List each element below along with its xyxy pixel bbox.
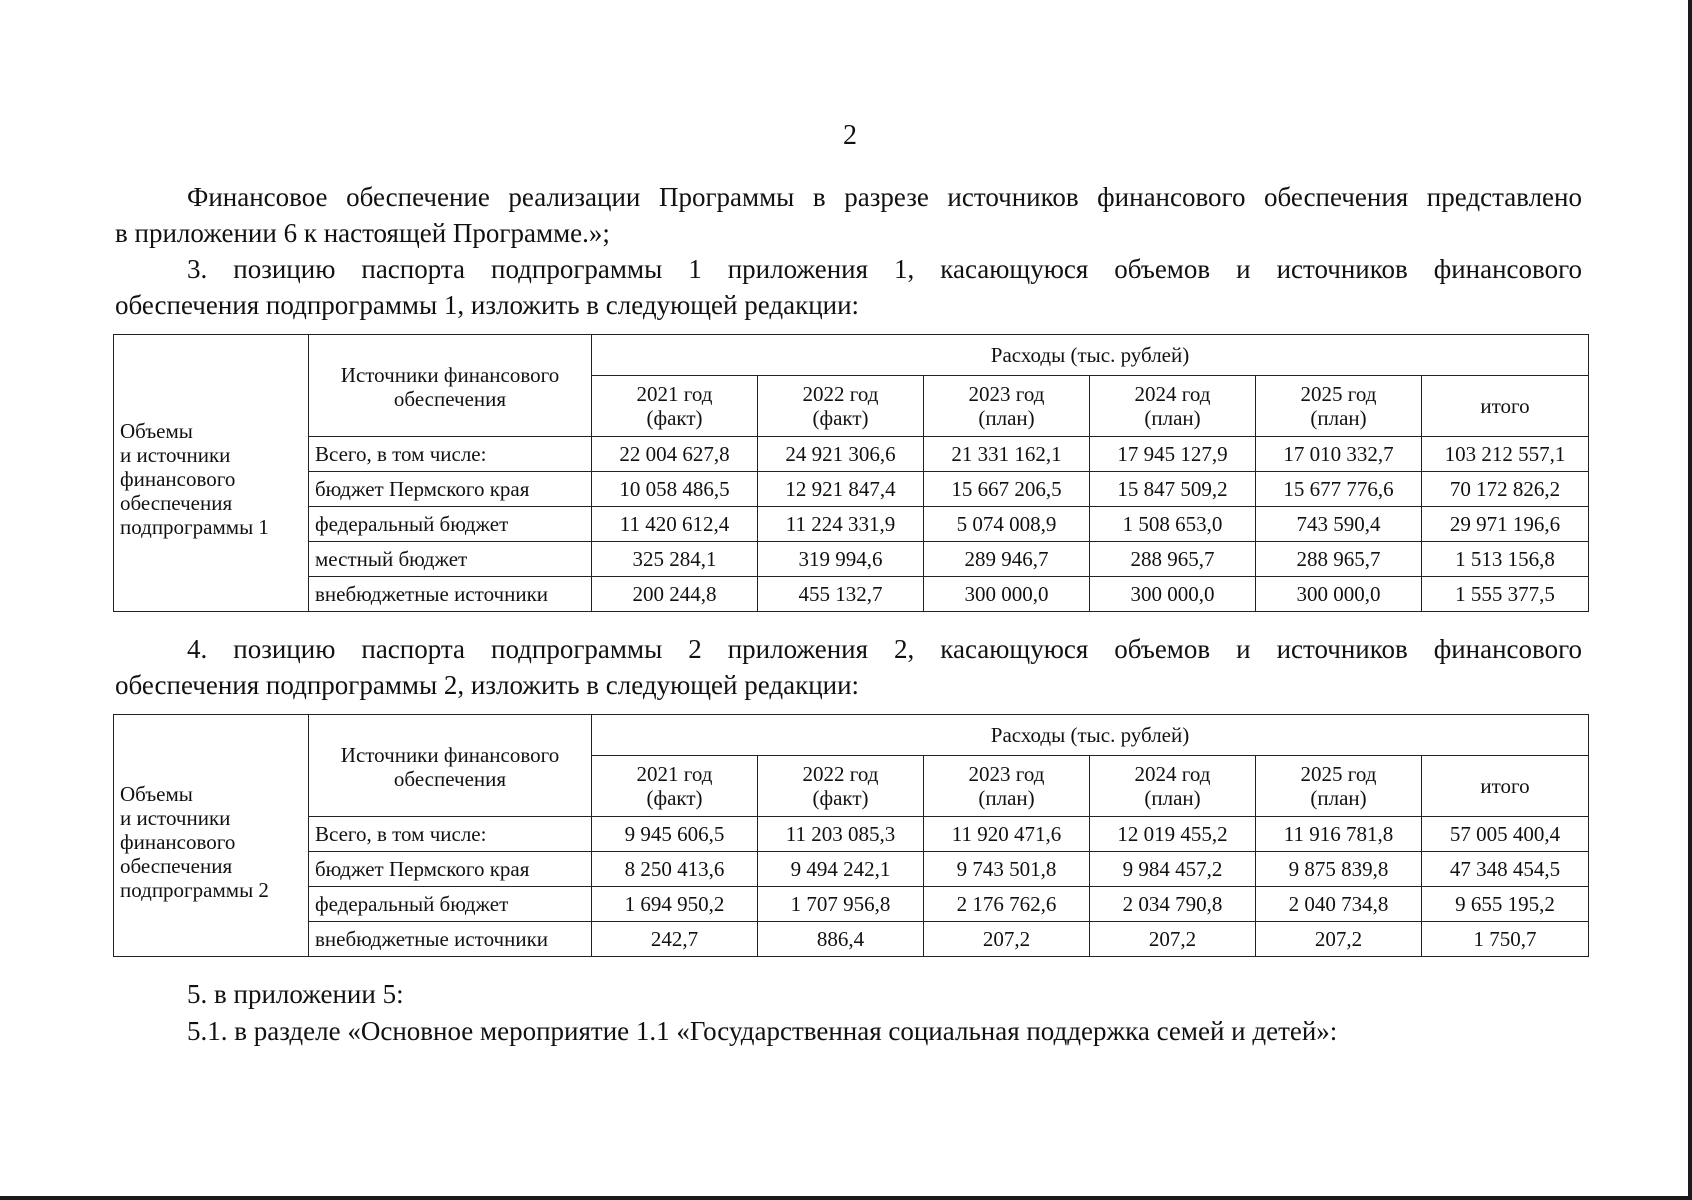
total-header: итого [1422,376,1589,437]
value-cell: 15 667 206,5 [924,472,1090,507]
value-cell: 21 331 162,1 [924,437,1090,472]
total-cell: 1 555 377,5 [1422,577,1589,612]
paragraph-item3-line1: 3. позицию паспорта подпрограммы 1 приложения 1, касающуюся объемов и источников финансового [187,254,1582,284]
value-cell: 12 921 847,4 [758,472,924,507]
subprogram2-financing-table [113,714,1589,957]
subprogram1-financing-table [113,334,1589,612]
page-edge-bottom [0,1196,1692,1200]
page-edge-right [1688,0,1692,1200]
year-header: 2023 год (план) [924,376,1090,437]
value-cell: 2 176 762,6 [924,887,1090,922]
total-cell: 1 750,7 [1422,922,1589,957]
value-cell: 9 875 839,8 [1256,852,1422,887]
value-cell: 8 250 413,6 [592,852,758,887]
value-cell: 288 965,7 [1256,542,1422,577]
sources-header: Источники финансового обеспечения [309,335,592,437]
value-cell: 15 677 776,6 [1256,472,1422,507]
value-cell: 207,2 [1256,922,1422,957]
year-header: 2021 год (факт) [592,376,758,437]
table-row [114,507,1589,542]
value-cell: 24 921 306,6 [758,437,924,472]
year-header: 2024 год (план) [1090,376,1256,437]
table-row [114,922,1589,957]
value-cell: 289 946,7 [924,542,1090,577]
value-cell: 11 224 331,9 [758,507,924,542]
value-cell: 15 847 509,2 [1090,472,1256,507]
label-line: и источники [120,805,231,830]
label-line: подпрограммы 1 [120,515,269,539]
source-cell: местный бюджет [309,542,592,577]
value-cell: 17 945 127,9 [1090,437,1256,472]
source-cell: внебюджетные источники [309,922,592,957]
value-cell: 2 040 734,8 [1256,887,1422,922]
value-cell: 11 203 085,3 [758,817,924,852]
total-cell: 47 348 454,5 [1422,852,1589,887]
total-cell: 29 971 196,6 [1422,507,1589,542]
source-cell: федеральный бюджет [309,507,592,542]
table-header-row [114,715,1589,756]
label-line: финансового [120,467,236,491]
paragraph-item4-line2: обеспечения подпрограммы 2, изложить в следующей редакции: [115,670,860,700]
value-cell: 9 494 242,1 [758,852,924,887]
table-header-row [114,335,1589,376]
table-row-label [114,335,309,612]
year-header: 2023 год (план) [924,756,1090,817]
value-cell: 22 004 627,8 [592,437,758,472]
value-cell: 11 916 781,8 [1256,817,1422,852]
value-cell: 300 000,0 [924,577,1090,612]
value-cell: 288 965,7 [1090,542,1256,577]
label-line: обеспечения [120,491,233,515]
label-line: подпрограммы 2 [120,877,269,902]
value-cell: 325 284,1 [592,542,758,577]
year-header: 2025 год (план) [1256,376,1422,437]
table-row [114,577,1589,612]
value-cell: 200 244,8 [592,577,758,612]
value-cell: 319 994,6 [758,542,924,577]
value-cell: 886,4 [758,922,924,957]
value-cell: 300 000,0 [1090,577,1256,612]
value-cell: 207,2 [924,922,1090,957]
value-cell: 12 019 455,2 [1090,817,1256,852]
value-cell: 207,2 [1090,922,1256,957]
total-header: итого [1422,756,1589,817]
value-cell: 10 058 486,5 [592,472,758,507]
value-cell: 9 984 457,2 [1090,852,1256,887]
label-line: Объемы [120,781,193,806]
expenses-header: Расходы (тыс. рублей) [592,715,1589,756]
paragraph-item5: 5. в приложении 5: [187,979,404,1009]
paragraph-financing-line1: Финансовое обеспечение реализации Программы в разрезе источников финансового обеспечения представлено [187,182,1582,212]
total-cell: 1 513 156,8 [1422,542,1589,577]
table-row [114,472,1589,507]
value-cell: 9 945 606,5 [592,817,758,852]
total-cell: 70 172 826,2 [1422,472,1589,507]
value-cell: 743 590,4 [1256,507,1422,542]
value-cell: 1 508 653,0 [1090,507,1256,542]
source-cell: бюджет Пермского края [309,472,592,507]
label-line: Объемы [120,419,193,443]
source-cell: бюджет Пермского края [309,852,592,887]
year-header: 2022 год (факт) [758,376,924,437]
value-cell: 11 420 612,4 [592,507,758,542]
value-cell: 300 000,0 [1256,577,1422,612]
value-cell: 5 074 008,9 [924,507,1090,542]
value-cell: 455 132,7 [758,577,924,612]
source-cell: внебюджетные источники [309,577,592,612]
year-header: 2022 год (факт) [758,756,924,817]
value-cell: 17 010 332,7 [1256,437,1422,472]
source-cell: Всего, в том числе: [309,437,592,472]
total-cell: 57 005 400,4 [1422,817,1589,852]
paragraph-item5-1: 5.1. в разделе «Основное мероприятие 1.1 «Государственная социальная поддержка семей и детей»: [187,1016,1338,1046]
value-cell: 242,7 [592,922,758,957]
value-cell: 9 743 501,8 [924,852,1090,887]
table-row-label [114,715,309,957]
page-number: 2 [843,120,857,151]
value-cell: 1 707 956,8 [758,887,924,922]
table-row [114,437,1589,472]
source-cell: Всего, в том числе: [309,817,592,852]
label-line: обеспечения [120,853,233,878]
sources-header: Источники финансового обеспечения [309,715,592,817]
paragraph-item4-line1: 4. позицию паспорта подпрограммы 2 приложения 2, касающуюся объемов и источников финансового [187,634,1582,664]
table-row [114,852,1589,887]
year-header: 2024 год (план) [1090,756,1256,817]
source-cell: федеральный бюджет [309,887,592,922]
total-cell: 9 655 195,2 [1422,887,1589,922]
label-line: финансового [120,829,236,854]
year-header: 2021 год (факт) [592,756,758,817]
value-cell: 1 694 950,2 [592,887,758,922]
year-header: 2025 год (план) [1256,756,1422,817]
value-cell: 11 920 471,6 [924,817,1090,852]
paragraph-financing-line2: в приложении 6 к настоящей Программе.»; [115,218,610,248]
label-line: и источники [120,443,231,467]
table-row [114,817,1589,852]
total-cell: 103 212 557,1 [1422,437,1589,472]
table-row [114,887,1589,922]
paragraph-item3-line2: обеспечения подпрограммы 1, изложить в следующей редакции: [115,290,860,320]
expenses-header: Расходы (тыс. рублей) [592,335,1589,376]
table-row [114,542,1589,577]
value-cell: 2 034 790,8 [1090,887,1256,922]
